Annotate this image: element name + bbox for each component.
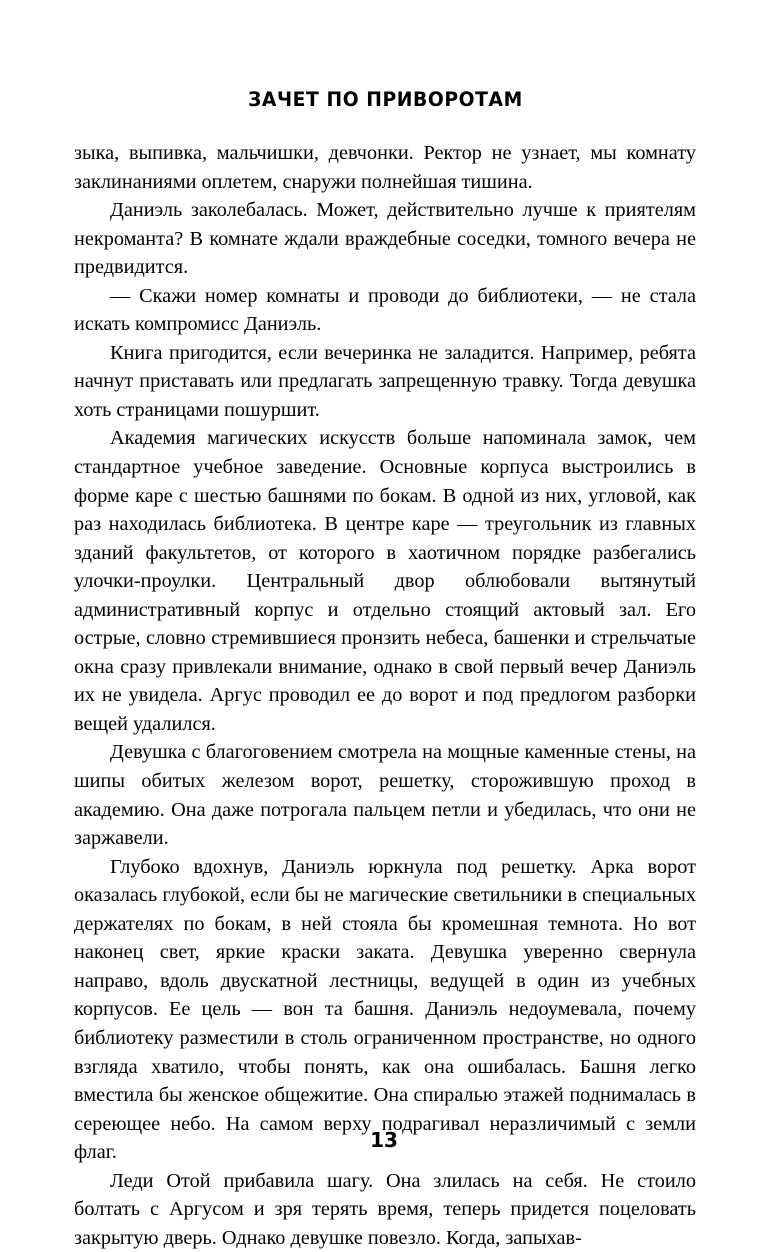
paragraph: Глубоко вдохнув, Даниэль юркнула под решетку. Арка ворот оказалась глубокой, если бы не магические светильники в специальных держателях по бокам, в ней стояла бы кромешная темнота. Но вот наконец свет, яркие краски заката. Девушка уверенно свернула направо, вдоль двускатной лестницы, ведущей в один из учебных корпусов. Ее цель — вон та башня. Даниэль недоумевала, почему библиотеку разместили в столь ограниченном пространстве, но одного взгляда хватило, чтобы понять, как она ошибалась. Башня легко вместила бы женское общежитие. Она спиралью этажей поднималась в сереющее небо. На самом верху подрагивал неразличимый с земли флаг. [74,855,696,1164]
paragraph: Девушка с благоговением смотрела на мощные каменные стены, на шипы обитых железом ворот, решетку, сторожившую проход в академию. Она даже потрогала пальцем петли и убедилась, что они не заржавели. [74,741,696,850]
body-text-column [74,139,696,1252]
running-head-title: ЗАЧЕТ ПО ПРИВОРОТАМ [248,88,523,111]
page-number: 13 [370,1128,398,1152]
paragraph: Книга пригодится, если вечеринка не заладится. Например, ребята начнут приставать или предлагать запрещенную травку. Тогда девушка хоть страницами пошуршит. [74,341,696,421]
paragraph: зыка, выпивка, мальчишки, девчонки. Ректор не узнает, мы комнату заклинаниями оплетем, снаружи полнейшая тишина. [74,142,696,193]
paragraph: Академия магических искусств больше напоминала замок, чем стандартное учебное заведение. Основные корпуса выстроились в форме каре с шестью башнями по бокам. В одной из них, угловой, как раз находилась библиотека. В центре каре — треугольник из главных зданий факультетов, от которого в хаотичном порядке разбегались улочки-проулки. Центральный двор облюбовали вытянутый административный корпус и отдельно стоящий актовый зал. Его острые, словно стремившиеся пронзить небеса, башенки и стрельчатые окна сразу привлекали внимание, однако в свой первый вечер Даниэль их не увидела. Аргус проводил ее до ворот и под предлогом разборки вещей удалился. [74,427,696,735]
paragraph: Даниэль заколебалась. Может, действительно лучше к приятелям некроманта? В комнате ждали враждебные соседки, томного вечера не предвидится. [74,199,696,279]
paragraph-dialogue: — Скажи номер комнаты и проводи до библиотеки, — не стала искать компромисс Даниэль. [74,284,696,336]
paragraph: Леди Отой прибавила шагу. Она злилась на себя. Не стоило болтать с Аргусом и зря терять время, теперь придется поцеловать закрытую дверь. Однако девушке повезло. Когда, запыхав- [74,1169,696,1249]
